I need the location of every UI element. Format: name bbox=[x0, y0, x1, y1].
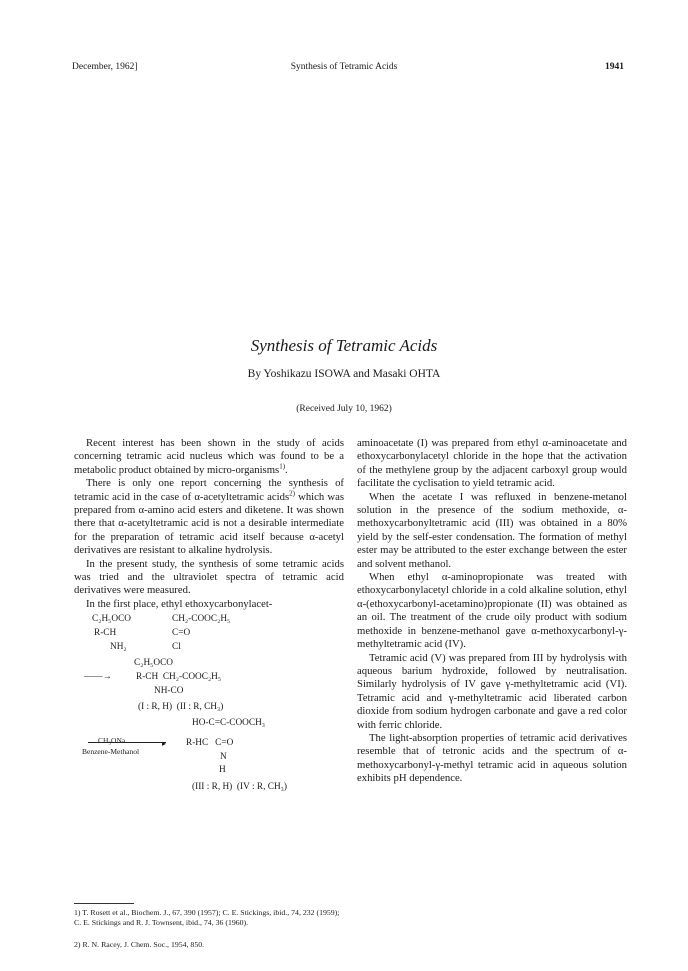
product-formula: H bbox=[219, 765, 226, 776]
reference-mark: 1) bbox=[279, 462, 286, 471]
reference-mark: 2) bbox=[289, 489, 295, 498]
running-header-title: Synthesis of Tetramic Acids bbox=[290, 62, 398, 72]
paragraph: There is only one report concerning the synthesis of tetramic acid in the case of α-acetyltetramic acids$^{2)}$ which was prepared from α-amino acid esters and diketene. It was shown there that α-acetyltetramic acid is not a desirable intermediate for the preparation of tetramic acid itself because α-acetyl derivatives are resistant to alkaline hydrolysis. bbox=[74, 477, 344, 557]
product-formula: C₂H₅OCO bbox=[134, 658, 174, 669]
paragraph: In the present study, the synthesis of some tetramic acids was tried and the ultraviolet spectra of tetramic acid derivatives were measured. bbox=[74, 557, 344, 597]
reaction-arrow: ——→ bbox=[84, 672, 112, 683]
paragraph: When ethyl α-aminopropionate was treated with ethoxycarbonylacetyl chloride in a cold alkaline solution, ethyl α-(ethoxycarbonyl-acetamino)propionate (II) was obtained as an oil. The treatment of the crude oily product with sodium methoxide in benzene-methanol gave α-methoxycarbonyl-γ-methyltetramic acid (IV). bbox=[357, 571, 627, 651]
reagent-formula: C=O bbox=[172, 628, 191, 639]
reagent-formula: CH₂-COOC₂H₅ bbox=[172, 614, 231, 625]
footnote: 1) T. Rosett et al., Biochem. J., 67, 390 (1957); C. E. Stickings, ibid., 74, 232 (1959); C. E. Stickings and R. J. Townsent, ibid., 74, 36 (1960). bbox=[74, 908, 340, 927]
reaction-arrow bbox=[88, 742, 166, 743]
reaction-scheme bbox=[74, 611, 344, 811]
product-formula: R-CH CH₂-COOC₂H₅ bbox=[136, 672, 222, 683]
paragraph: Recent interest has been shown in the study of acids concerning tetramic acid nucleus which was found to be a metabolic product obtained by micro-organisms$^{1)}$. bbox=[74, 437, 344, 476]
author-byline: By Yoshikazu ISOWA and Masaki OHTA bbox=[247, 368, 441, 380]
received-date: (Received July 10, 1962) bbox=[296, 404, 392, 414]
reagent-formula: Cl bbox=[172, 642, 181, 653]
page-number: 1941 bbox=[605, 62, 624, 72]
reaction-arrow: ▸ bbox=[162, 739, 167, 749]
right-column bbox=[357, 437, 627, 786]
reagent-formula: C₂H₅OCO bbox=[92, 614, 132, 625]
paragraph: Tetramic acid (V) was prepared from III by hydrolysis with aqueous barium hydroxide, followed by neutralisation. Similarly hydrolysis of IV gave γ-methyltetramic acid (VI). Tetramic acid and γ-methyltetramic acid liberated carbon dioxide from sodium hydrogen carbonate and gave a red color with ferric chloride. bbox=[357, 651, 627, 731]
product-formula: HO-C=C-COOCH₃ bbox=[192, 718, 266, 729]
compound-label: (I : R, H) (II : R, CH₃) bbox=[138, 702, 224, 713]
article-title: Synthesis of Tetramic Acids bbox=[250, 336, 438, 355]
running-header-date: December, 1962] bbox=[72, 62, 138, 72]
compound-label: (III : R, H) (IV : R, CH₃) bbox=[192, 782, 287, 793]
reagent-formula: NH₂ bbox=[110, 642, 127, 653]
left-column bbox=[74, 437, 344, 811]
footnote-rule bbox=[74, 903, 134, 904]
reagent-formula: R-CH bbox=[94, 628, 117, 639]
paragraph: When the acetate I was refluxed in benzene-metanol solution in the presence of the sodium methoxide, α-methoxycarbonyltetramic acid (III) was obtained in a 80% yield by the self-ester condensation. The formation of methyl ester may be attributed to the ester exchange between the ester and solvent methanol. bbox=[357, 490, 627, 570]
footnote: 2) R. N. Racey, J. Chem. Soc., 1954, 850. bbox=[74, 940, 205, 949]
paragraph: The light-absorption properties of tetramic acid derivatives resemble that of tetronic acids and the spectrum of α-methoxycarbonyl-γ-methyl tetramic acid in aqueous solution exhibits pH dependence. bbox=[357, 731, 627, 785]
reaction-conditions: Benzene-Methanol bbox=[82, 747, 140, 757]
product-formula: N bbox=[220, 752, 227, 763]
reaction-conditions: CH₃ONa bbox=[98, 736, 126, 746]
product-formula: R-HC C=O bbox=[186, 738, 234, 749]
paragraph: In the first place, ethyl ethoxycarbonylacet- bbox=[86, 597, 273, 610]
paragraph: aminoacetate (I) was prepared from ethyl α-aminoacetate and ethoxycarbonylacetyl chloride in the hope that the activation of the methylene group by the adjacent carboxyl group would facilitate the cyclisation to yield tetramic acid. bbox=[357, 437, 627, 490]
product-formula: NH-CO bbox=[154, 686, 184, 697]
